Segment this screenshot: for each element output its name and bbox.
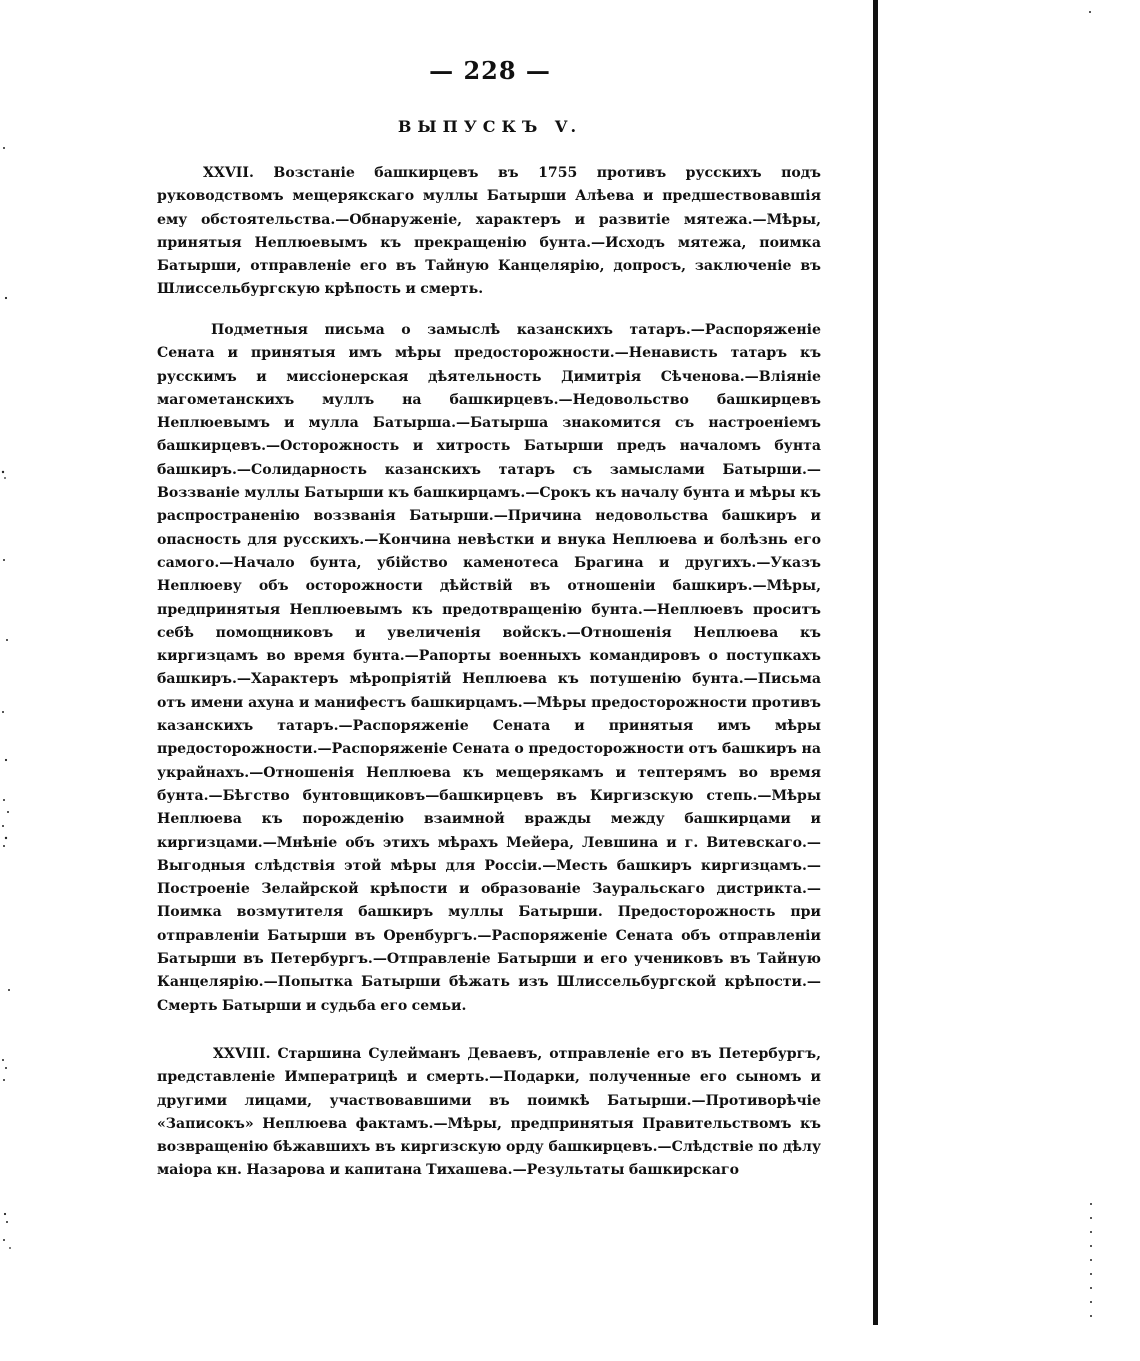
page-margin-rule xyxy=(873,0,878,1325)
issue-heading: ВЫПУСКЪ V. xyxy=(397,117,583,136)
paragraph-xxviii-summary: XXVIII. Старшина Сулейманъ Деваевъ, отправленіе его въ Петербургъ, представленіе Императрицѣ и смерть.—Подарки, полученные его сыномъ и другими лицами, участвовавшими въ поимкѣ Батырши.—Противорѣчіе «Записокъ» Неплюева фактамъ.—Мѣры, предпринятыя Правительствомъ къ возвращенію бѣжавшихъ въ киргизскую орду башкирцевъ.—Слѣдствіе по дѣлу маіора кн. Назарова и капитана Тихашева.—Результаты башкирскаго xyxy=(157,1046,821,1179)
paragraph-xxvii-summary: XXVII. Возстаніе башкирцевъ въ 1755 противъ русскихъ подъ руководствомъ мещерякскаго муллы Батырши Алѣева и предшествовавшія ему обстоятельства.—Обнаруженіе, характеръ и развитіе мятежа.—Мѣры, принятыя Неплюевымъ къ прекращенію бунта.—Исходъ мятежа, поимка Батырши, отправленіе его въ Тайную Канцелярію, допросъ, заключеніе въ Шлиссельбургскую крѣпость и смерть. xyxy=(157,165,821,298)
right-scan-specks xyxy=(1082,0,1098,1361)
paragraph-contents: Подметныя письма о замыслѣ казанскихъ татаръ.—Распоряженіе Сената и принятыя имъ мѣры предосторожности.—Ненависть татаръ къ русскимъ и миссіонерская дѣятельность Димитрія Сѣченова.—Вліяніе магометанскихъ муллъ на башкирцевъ.—Недовольство башкирцевъ Неплюевымъ и мулла Батырша.—Батырша знакомится съ настроеніемъ башкирцевъ.—Осторожность и хитрость Батырши предъ началомъ бунта башкиръ.—Солидарность казанскихъ татаръ съ замыслами Батырши.—Воззваніе муллы Батырши къ башкирцамъ.—Срокъ къ началу бунта и мѣры къ распространенію воззванія Батырши.—Причина недовольства башкиръ и опасность для русскихъ.—Кончина невѣстки и внука Неплюева и болѣзнь его самого.—Начало бунта, убійство каменотеса Брагина и другихъ.—Указъ Неплюеву объ осторожности дѣйствій въ отношеніи башкиръ.—Мѣры, предпринятыя Неплюевымъ къ предотвращенію бунта.—Неплюевъ проситъ себѣ помощниковъ и увеличенія войскъ.—Отношенія Неплюева къ киргизцамъ во время бунта.—Рапорты военныхъ командировъ о поступкахъ башкиръ.—Характеръ мѣропріятій Неплюева къ потушенію бунта.—Письма отъ имени ахуна и манифестъ башкирцамъ.—Мѣры предосторожности противъ казанскихъ татаръ.—Распоряженіе Сената и принятыя имъ мѣры предосторожности.—Распоряженіе Сената о предосторожности отъ башкиръ на украйнахъ.—Отношенія Неплюева къ мещерякамъ и тептерямъ во время бунта.—Бѣгство бунтовщиковъ—башкирцевъ въ Киргизскую степь.—Мѣры Неплюева къ порожденію взаимной вражды между башкирцами и киргизцами.—Мнѣніе объ этихъ мѣрахъ Мейера, Левшина и г. Витевскаго.—Выгодныя слѣдствія этой мѣры для Россіи.—Месть башкиръ киргизцамъ.—Построеніе Зелайрской крѣпости и образованіе Зауральскаго дистрикта.—Поимка возмутителя башкиръ муллы Батырши. Предосторожность при отправленіи Батырши въ Оренбургъ.—Распоряженіе Сената объ отправленіи Батырши въ Петербургъ.—Отправленіе Батырши и его учениковъ въ Тайную Канцелярію.—Попытка Батырши бѣжать изъ Шлиссельбургской крѣпости.—Смерть Батырши и судьба его семьи. xyxy=(157,322,821,1014)
left-scan-specks xyxy=(0,0,16,1361)
page-number: — 228 — xyxy=(429,56,551,85)
